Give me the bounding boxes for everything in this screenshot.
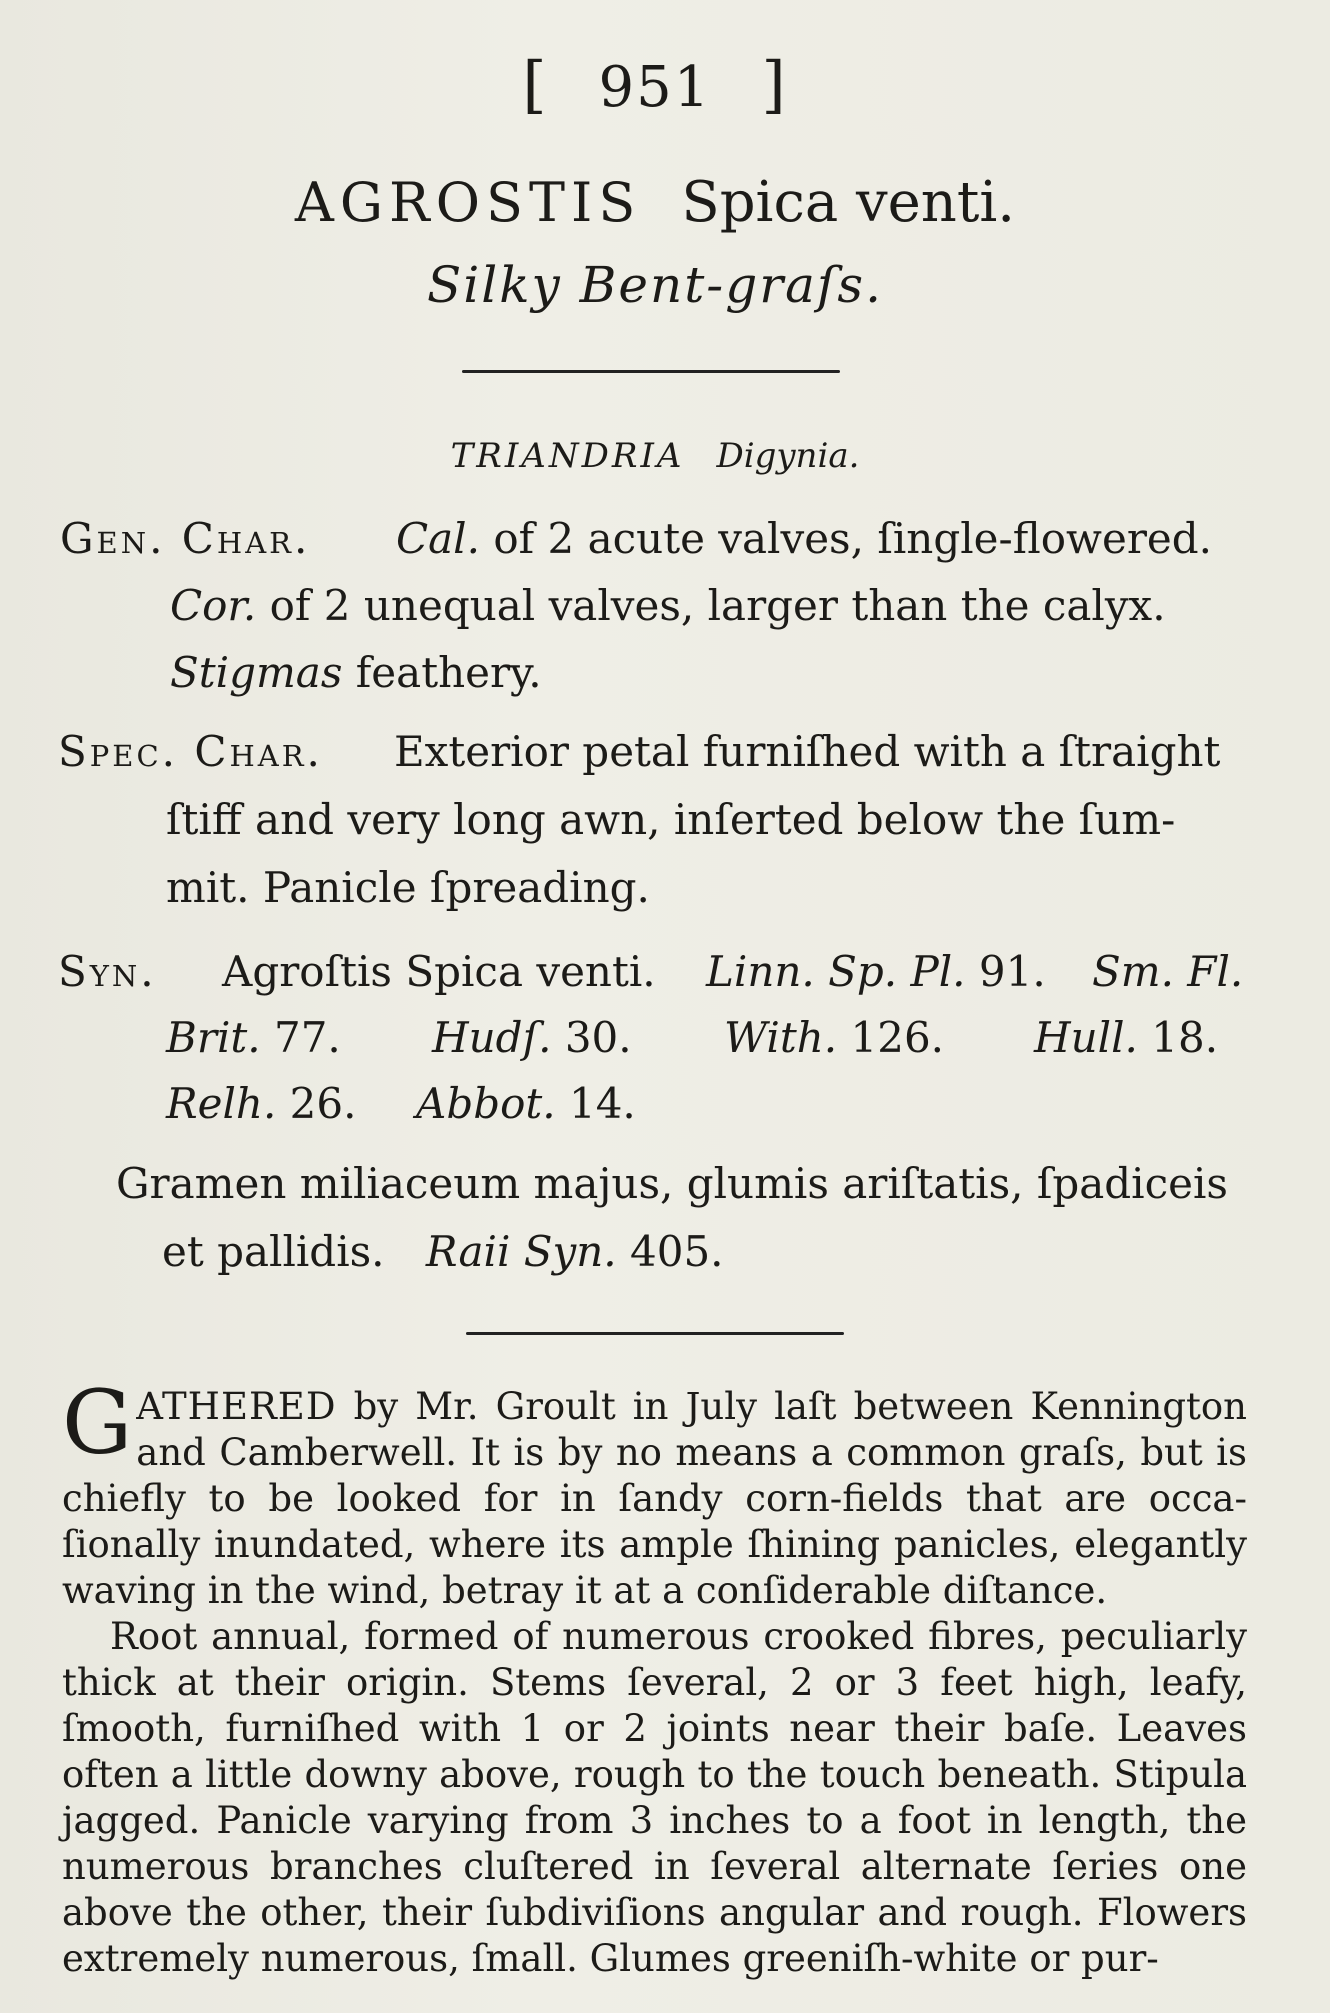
syn-ref-num: 77. bbox=[273, 1013, 341, 1062]
syn-ref: Hull. bbox=[1034, 1013, 1138, 1062]
order-name: Digynia. bbox=[716, 436, 860, 476]
syn-ref-num: 26. bbox=[289, 1079, 357, 1128]
syn-ref: With. bbox=[724, 1013, 838, 1062]
spec-char-line: mit. Panicle ſpreading. bbox=[166, 863, 650, 912]
syn-ref-num: 405. bbox=[630, 1227, 724, 1276]
spec-char-label: Spec. Char. bbox=[58, 727, 323, 776]
species-name: Spica venti. bbox=[681, 170, 1016, 235]
syn-ref-num: 14. bbox=[568, 1079, 636, 1128]
description-body bbox=[62, 1371, 1247, 1982]
syn-ref-num: 30. bbox=[564, 1013, 632, 1062]
syn-ref-num: 126. bbox=[850, 1013, 945, 1062]
syn-ref-num: 91. bbox=[978, 947, 1046, 996]
syn-ref: Brit. bbox=[166, 1013, 261, 1062]
common-name: Silky Bent-graſs. bbox=[427, 256, 883, 314]
description-paragraph bbox=[62, 1371, 1247, 1614]
syn-label: Syn. bbox=[58, 947, 157, 996]
description-paragraph bbox=[62, 1614, 1247, 1982]
syn-ref: Sm. Fl. bbox=[1092, 947, 1244, 996]
gramen-text: et pallidis. bbox=[162, 1227, 385, 1276]
gen-char-term: Cal. bbox=[396, 514, 480, 563]
divider-rule bbox=[466, 1332, 844, 1335]
syn-ref: Hudſ. bbox=[432, 1013, 552, 1062]
gen-char-text: feathery. bbox=[355, 648, 542, 697]
page-number: [ 951 ] bbox=[522, 48, 788, 121]
genus-name: AGROSTIS bbox=[294, 171, 642, 234]
syn-ref: Abbot. bbox=[416, 1079, 556, 1128]
gen-char-text: of 2 acute valves, ſingle-flowered. bbox=[493, 514, 1212, 563]
gen-char-text: of 2 unequal valves, larger than the calyx. bbox=[269, 581, 1166, 630]
syn-ref: Raii Syn. bbox=[425, 1227, 617, 1276]
syn-ref-num: 18. bbox=[1151, 1013, 1219, 1062]
gen-char-term: Cor. bbox=[170, 581, 257, 630]
divider-rule bbox=[462, 370, 840, 373]
gen-char-term: Stigmas bbox=[170, 648, 343, 697]
gen-char-label: Gen. Char. bbox=[60, 514, 311, 563]
syn-ref: Linn. Sp. Pl. bbox=[706, 947, 966, 996]
paragraph-text: by Mr. Groult in July laſt between Kennington and Camberwell. It is by no means a common graſs, but is chiefly to be looked for in ſandy corn-fields that are occaſionally inundated, where its ample ſhining panicles, elegantly waving in the wind, betray it at a conſiderable diſtance. bbox=[62, 1385, 1247, 1612]
opening-word: ATHERED bbox=[136, 1385, 337, 1428]
page-number-value: 951 bbox=[598, 55, 712, 120]
paragraph-text: Root annual, formed of numerous crooked fibres, peculiarly thick at their origin. Stems ſeveral, 2 or 3 feet high, leafy, ſmooth, furniſhed with 1 or 2 joints near their baſe. Leaves often a little downy above, rough to the touch beneath. Stipula jagged. Panicle varying from 3 inches to a foot in length, the numerous branches cluſtered in ſeveral alternate ſeries one above the other, their ſubdiviſions angular and rough. Flowers extremely numerous, ſmall. Glumes greeniſh-white or pur- bbox=[62, 1615, 1247, 1980]
spec-char-line: Exterior petal furniſhed with a ſtraight bbox=[394, 727, 1221, 776]
drop-cap: G bbox=[62, 1371, 133, 1474]
gramen-line: Gramen miliaceum majus, glumis ariſtatis, ſpadiceis bbox=[116, 1159, 1228, 1208]
syn-ref: Relh. bbox=[166, 1079, 277, 1128]
spec-char-line: ſtiff and very long awn, inſerted below the ſum- bbox=[166, 795, 1176, 844]
species-title bbox=[0, 170, 1310, 235]
class-name: TRIANDRIA bbox=[450, 436, 685, 476]
syn-name: Agroſtis Spica venti. bbox=[222, 947, 656, 996]
classification bbox=[0, 436, 1310, 476]
